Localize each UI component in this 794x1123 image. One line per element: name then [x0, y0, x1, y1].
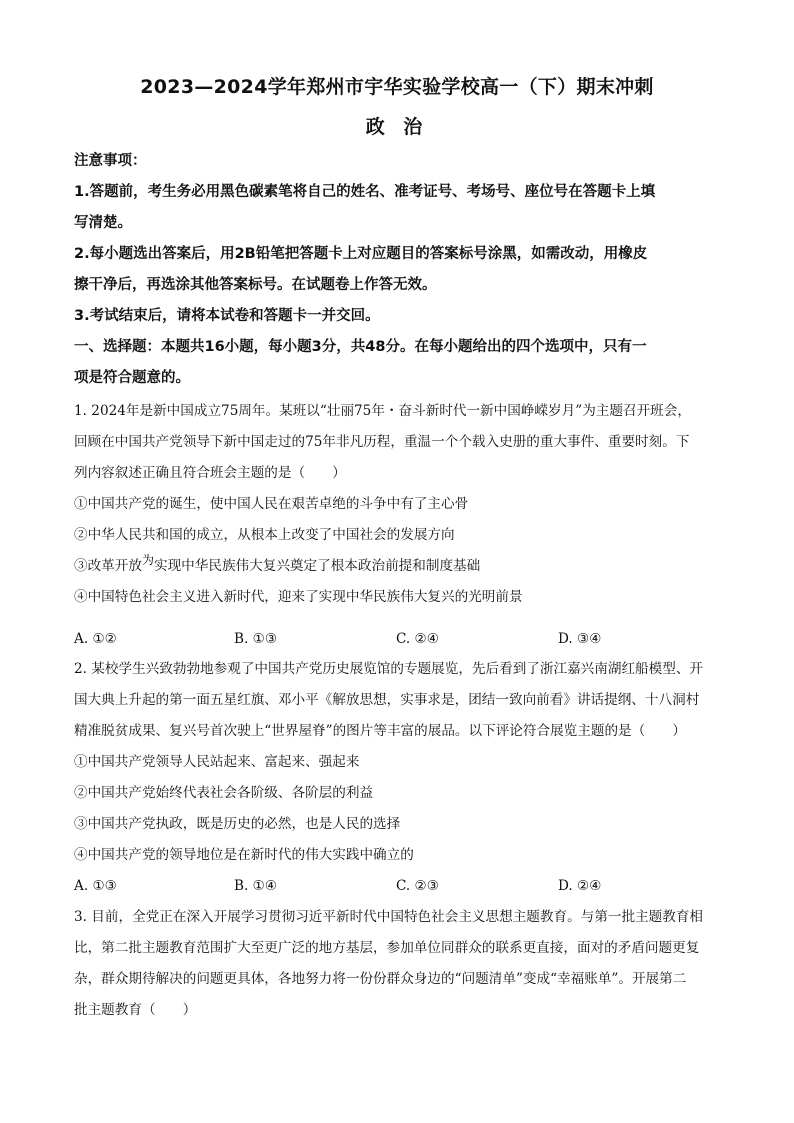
- q1-statement-3: [74, 551, 722, 582]
- q2-option-a[interactable]: A. ①③: [74, 878, 117, 894]
- question-2: [74, 654, 722, 871]
- q1-option-b[interactable]: B. ①③: [234, 631, 278, 647]
- q1-options: [74, 624, 722, 655]
- q2-statement-2: ②中国共产党始终代表社会各阶级、各阶层的利益: [74, 785, 374, 801]
- q1-statement-3-part-b: 实现中华民族伟大复兴奠定了根本政治前提和制度基础: [153, 558, 481, 574]
- q2-options: [74, 871, 722, 902]
- question-3: [74, 902, 722, 1026]
- subject-title: 政 治: [365, 116, 429, 138]
- q2-statement-3: ③中国共产党执政，既是历史的必然，也是人民的选择: [74, 816, 401, 832]
- q1-option-d[interactable]: D. ③④: [558, 631, 602, 647]
- q1-statement-1: ①中国共产党的诞生，使中国人民在艰苦卓绝的斗争中有了主心骨: [74, 496, 469, 512]
- q1-stem-line-2: 回顾在中国共产党领导下新中国走过的75年非凡历程，重温一个个载入史册的重大事件、重要时刻。下: [74, 434, 690, 450]
- q3-stem-line-3: 杂，群众期待解决的问题更具体，各地努力将一份份群众身边的“问题清单”变成“幸福账单”。开展第二: [74, 971, 687, 987]
- q2-option-d[interactable]: D. ②④: [558, 878, 602, 894]
- exam-title: 2023—2024学年郑州市宇华实验学校高一（下）期末冲刺: [140, 76, 654, 98]
- notes-heading: 注意事项：: [74, 153, 147, 169]
- notes-section: [74, 146, 722, 394]
- q1-statement-2: ②中华人民共和国的成立，从根本上改变了中国社会的发展方向: [74, 527, 455, 543]
- q2-option-c[interactable]: C. ②③: [396, 878, 439, 894]
- q1-statement-3-part-a: ③改革开放: [74, 558, 142, 574]
- q1-stem-line-3: 列内容叙述正确且符合班会主题的是（ ）: [74, 465, 346, 481]
- note-2-line-2: 擦干净后，再选涂其他答案标号。在试题卷上作答无效。: [74, 277, 437, 293]
- q2-stem-line-3: 精准脱贫成果、复兴号首次驶上“世界屋脊”的图片等丰富的展品。以下评论符合展览主题的是（ ）: [74, 723, 687, 739]
- q2-statement-1: ①中国共产党领导人民站起来、富起来、强起来: [74, 754, 360, 770]
- note-1-line-2: 写清楚。: [74, 215, 132, 231]
- q1-statement-4: ④中国特色社会主义进入新时代，迎来了实现中华民族伟大复兴的光明前景: [74, 589, 523, 605]
- q1-statement-3-raised-char: 为: [141, 553, 154, 567]
- q3-stem-line-2: 比，第二批主题教育范围扩大至更广泛的地方基层，参加单位同群众的联系更直接，面对的矛盾问题更复: [74, 940, 700, 956]
- q3-stem-line-4: 批主题教育（ ）: [74, 1002, 197, 1018]
- note-1-line-1: 1.答题前，考生务必用黑色碳素笔将自己的姓名、准考证号、考场号、座位号在答题卡上填: [74, 184, 656, 200]
- q3-stem-line-1: 3. 目前，全党正在深入开展学习贯彻习近平新时代中国特色社会主义思想主题教育。与第一批主题教育相: [74, 909, 704, 925]
- section-heading-line-1: 一、选择题：本题共16小题，每小题3分，共48分。在每小题给出的四个选项中，只有一: [74, 339, 647, 355]
- q1-option-c[interactable]: C. ②④: [396, 631, 439, 647]
- q2-option-b[interactable]: B. ①④: [234, 878, 278, 894]
- note-3: 3.考试结束后，请将本试卷和答题卡一并交回。: [74, 308, 380, 324]
- q1-stem-line-1: 1. 2024年是新中国成立75周年。某班以“壮丽75年・奋斗新时代一新中国峥嵘岁月”为主题召开班会，: [74, 403, 691, 419]
- q1-option-a[interactable]: A. ①②: [74, 631, 117, 647]
- q2-stem-line-2: 国大典上升起的第一面五星红旗、邓小平《解放思想，实事求是，团结一致向前看》讲话提纲、十八洞村: [74, 692, 700, 708]
- question-1: [74, 396, 722, 613]
- q2-statement-4: ④中国共产党的领导地位是在新时代的伟大实践中确立的: [74, 847, 414, 863]
- note-2-line-1: 2.每小题选出答案后，用2B铅笔把答题卡上对应题目的答案标号涂黑，如需改动，用橡皮: [74, 246, 648, 262]
- section-heading-line-2: 项是符合题意的。: [74, 370, 190, 386]
- q2-stem-line-1: 2. 某校学生兴致勃勃地参观了中国共产党历史展览馆的专题展览，先后看到了浙江嘉兴南湖红船模型、开: [74, 661, 704, 677]
